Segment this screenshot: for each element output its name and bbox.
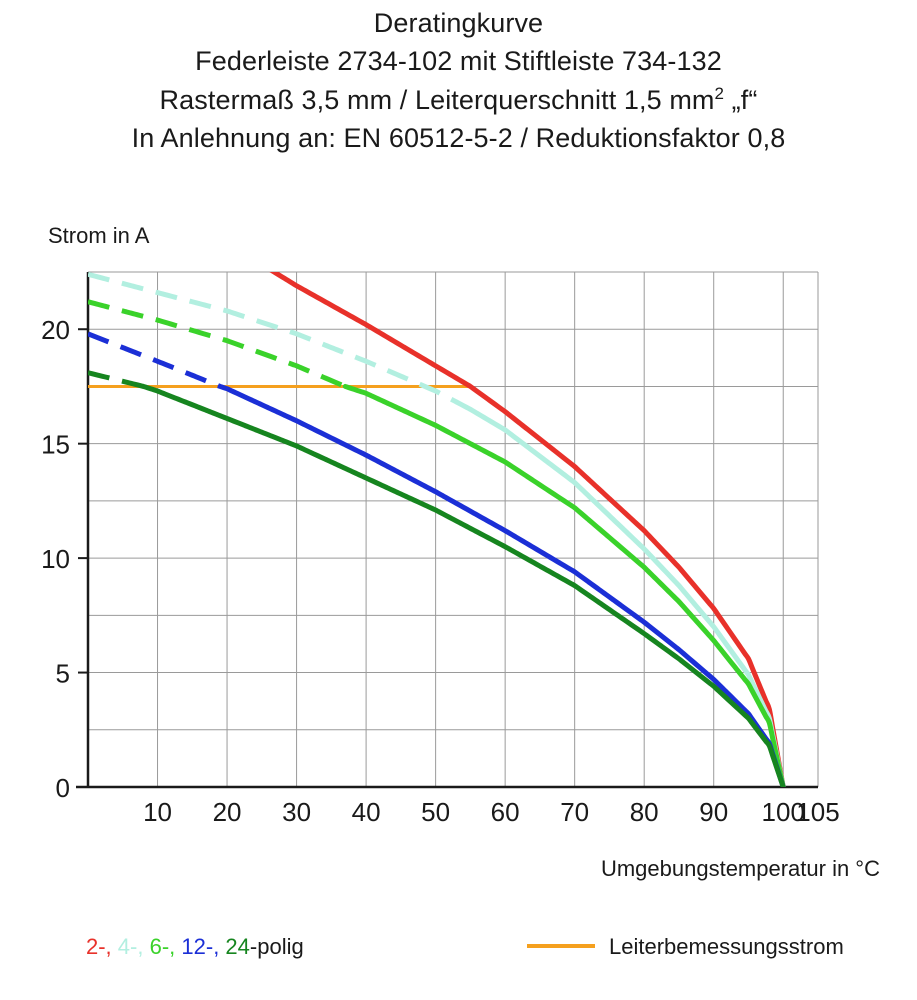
series-line-dashed [88, 373, 144, 387]
legend-12-polig: 12-, [181, 934, 226, 959]
legend-4-polig: 4-, [117, 934, 150, 959]
series-line-dashed [88, 302, 345, 387]
title-line-3-main: Rastermaß 3,5 mm / Leiterquerschnitt 1,5 mm [159, 84, 715, 115]
x-tick-label: 20 [212, 797, 242, 827]
series-line-solid [470, 409, 783, 787]
x-tick-label: 30 [282, 797, 312, 827]
y-tick-label: 15 [41, 429, 70, 460]
legend-24-polig: 24 [225, 934, 250, 959]
series-line-solid [220, 386, 783, 787]
series-line-solid [248, 256, 783, 787]
x-tick-label: 100 [761, 797, 805, 827]
grid-lines [88, 272, 818, 787]
legend-poles-suffix: -polig [249, 934, 304, 959]
legend-rated-current [527, 934, 844, 960]
legend-rated-current-label: Leiterbemessungsstrom [609, 934, 844, 959]
x-axis-label: Umgebungstemperatur in °C [600, 856, 880, 881]
title-line-3-tail: „f“ [724, 84, 758, 115]
x-tick-label: 80 [629, 797, 659, 827]
y-tick-label: 5 [55, 658, 70, 689]
x-tick-label: 60 [490, 797, 520, 827]
y-tick-label: 0 [55, 773, 70, 803]
title-line-3-superscript: 2 [714, 83, 725, 103]
x-tick-label: 50 [421, 797, 451, 827]
series-line-solid [345, 386, 783, 787]
y-tick-label: 10 [41, 544, 70, 575]
legend-2-polig: 2-, [86, 934, 118, 959]
x-tick-label: 70 [560, 797, 590, 827]
legend-rated-current-swatch [527, 944, 595, 948]
legend-poles [86, 934, 304, 960]
x-tick-label: 90 [699, 797, 729, 827]
x-tick-label: 10 [143, 797, 172, 827]
x-tick-label: 40 [351, 797, 381, 827]
series-line-solid [144, 386, 784, 787]
legend-6-polig: 6-, [149, 934, 182, 959]
y-tick-label: 20 [41, 315, 70, 346]
x-tick-label: 105 [796, 797, 840, 827]
title-line-1: Deratingkurve [373, 8, 544, 38]
title-line-2: Federleiste 2734-102 mit Stiftleiste 734-132 [195, 46, 722, 77]
series-line-dashed [88, 180, 248, 256]
chart-legend [0, 934, 917, 974]
title-line-4: In Anlehnung an: EN 60512-5-2 / Reduktionsfaktor 0,8 [131, 122, 786, 153]
axis-lines [76, 272, 818, 787]
y-axis-label: Strom in A [48, 223, 150, 248]
